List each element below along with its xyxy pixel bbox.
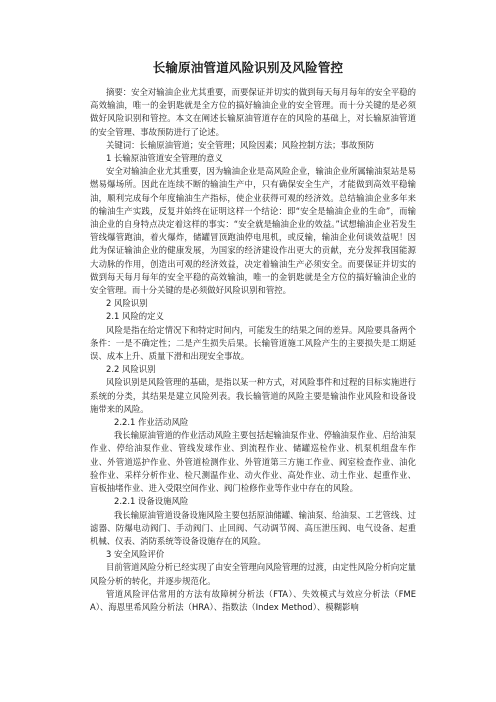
section-heading-2: 2 风险识别 [106,298,148,309]
body-paragraph: 风险是指在给定情况下和特定时间内，可能发生的结果之间的差异。风险要具备两个条件：一是不确定性；二是产生损失后果。长输管道施工风险产生的主要损失是工期延误、成本上升、质量下滑和出现安全事故。 [90,324,416,362]
subsection-heading-2-2: 2.2 风险识别 [106,364,156,375]
body-paragraph: 风险识别是风险管理的基础，是指以某一种方式，对风险事件和过程的目标实施进行系统的分类，其结果是建立风险列表。我长输管道的风险主要是输油作业风险和设备设施带来的风险。 [90,377,416,414]
document-title: 长输原油管道风险识别及风险管控 [152,60,344,75]
body-paragraph: 我长输原油管道的作业活动风险主要包括起输油泵作业、停输油泵作业、启给油泵作业、停给油泵作业、管线发球作业、到流程作业、储罐巡检作业、机泵机组盘车作业、外管道巡护作业、外管道检测作业、外管道第三方施工作业、阀室检查作业、油化验作业、采样分析作业、检尺测温作业、动火作业、高处作业、动土作业、起重作业、盲板抽堵作业、进入受限空间作业、阀门检修作业等作业中存在的风险。 [90,430,416,494]
subsubsection-heading-equipment-risk: 2.2.1 设备设施风险 [114,496,189,507]
subsubsection-heading-work-risk: 2.2.1 作业活动风险 [114,417,189,428]
section-heading-1: 1 长输原油管道安全管理的意义 [106,153,223,164]
document-body [90,86,416,614]
body-paragraph: 我长输原油管道设备设施风险主要包括原油储罐、输油泵、给油泵、工艺管线、过滤器、防爆电动阀门、手动阀门、止回阀、气动调节阀、高压泄压阀、电气设备、起重机械、仪表、消防系统等设备设施存在的风险。 [90,509,416,546]
keywords-paragraph: 关键词：长输原油管道；安全管理；风险因素；风险控制方法；事故预防 [106,139,374,150]
body-paragraph: 目前管道风险分析已经实现了由安全管理向风险管理的过渡，由定性风险分析向定量风险分析的转化，并逐步规范化。 [90,562,416,586]
subsection-heading-2-1: 2.1 风险的定义 [106,311,164,322]
section-heading-3: 3 安全风险评价 [106,549,165,560]
abstract-paragraph: 摘要：安全对输油企业尤其重要，而要保证并切实的做到每天每月每年的安全平稳的高效输油，唯一的金钥匙就是全方位的搞好输油企业的安全管理。而十分关键的是必须做好风险识别和管控。本文在阐述长输原油管道存在的风险的基础上，对长输原油管道的安全管理、事故预防进行了论述。 [90,87,416,137]
body-paragraph: 安全对输油企业尤其重要，因为输油企业是高风险企业，输油企业所属输油泵站是易燃易爆场所。因此在连续不断的输油生产中，只有确保安全生产，才能做到高效平稳输油，顺利完成每个年度输油生产指标，使企业获得可观的经济效。总结输油企业多年来的输油生产实践，反复并始终在证明这样一个结论：即“安全是输油企业的生命”，而输油企业的自身特点决定着这样的事实：“安全就是输油企业的效益。”试想输油企业若发生管线爆管跑油，着火爆炸，储罐冒顶跑油停电甩机，或反输，输油企业何谈效益呢！因此为保证输油企业的健康发展，为国家的经济建设作出更大的贡献，充分发挥我国能源大动脉的作用，创造出可观的经济效益，决定着输油生产必须安全。而要保证并切实的做到每天每月每年的安全平稳的高效输油，唯一的金钥匙就是全方位的搞好输油企业的安全管理。而十分关键的是必须做好风险识别和管控。 [90,166,416,296]
body-paragraph: 管道风险评估常用的方法有故障树分析法（FTA）、失效模式与效应分析法（FMEA）、海恩里希风险分析法（HRA）、指数法（Index Method）、模糊影响 [90,588,416,612]
